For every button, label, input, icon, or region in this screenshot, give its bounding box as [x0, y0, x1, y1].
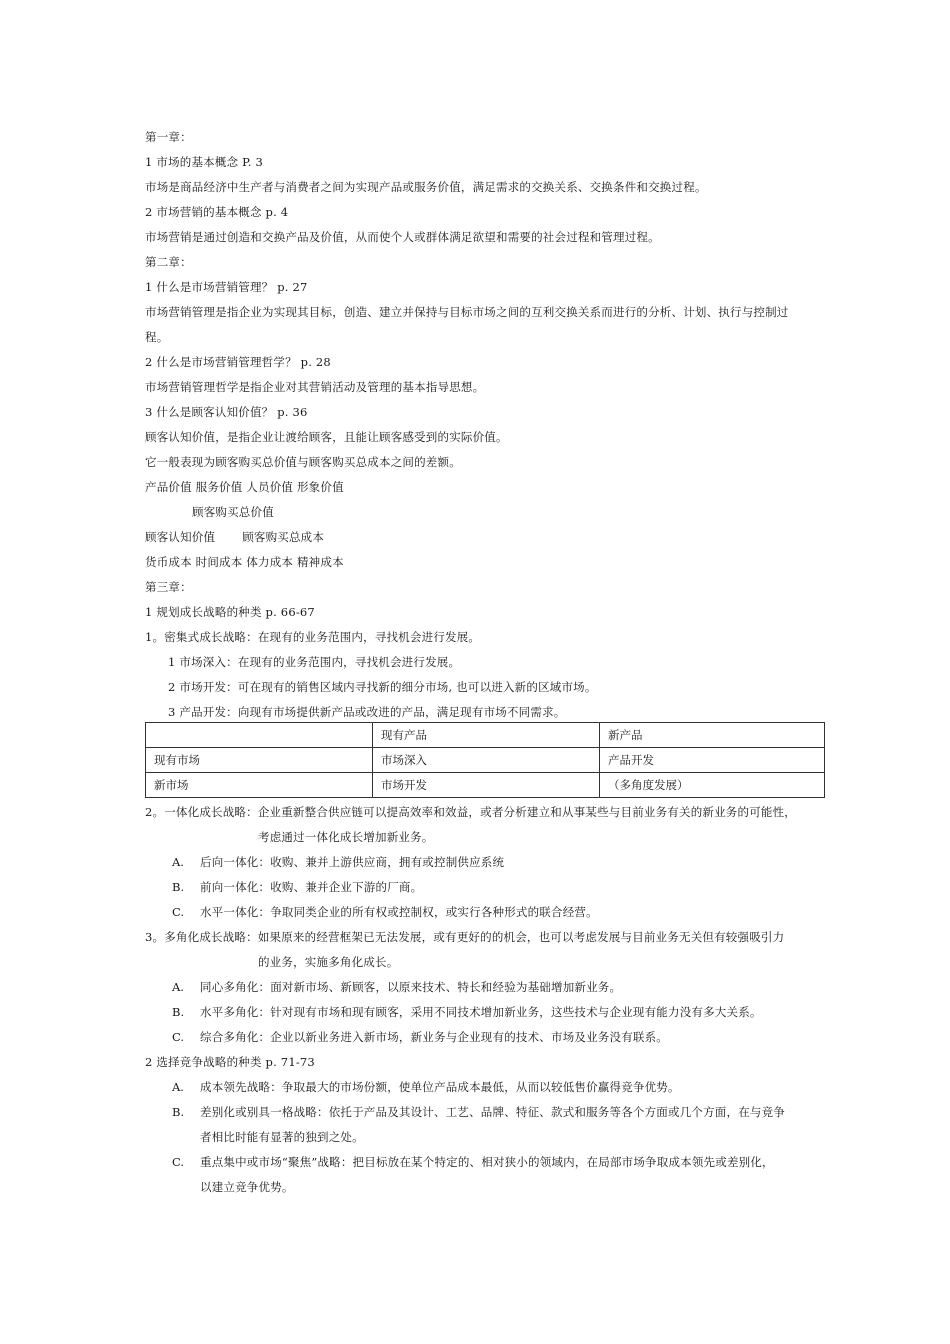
table-cell: 新市场: [146, 773, 373, 798]
list-marker: A.: [172, 855, 184, 869]
table-cell: 市场开发: [373, 773, 600, 798]
item-heading: 1 什么是市场营销管理？ p. 27: [145, 280, 308, 294]
paragraph: 市场是商品经济中生产者与消费者之间为实现产品或服务价值，满足需求的交换关系、交换条件和交换过程。: [145, 180, 707, 194]
item-heading: 1 市场的基本概念 P. 3: [145, 155, 263, 169]
strategy-heading-cont: 的业务，实施多角化成长。: [258, 955, 399, 969]
list-item: 差别化或别具一格战略：依托于产品及其设计、工艺、品牌、特征、款式和服务等各个方面或几个方面，在与竞争: [200, 1105, 785, 1119]
list-item: 综合多角化：企业以新业务进入新市场，新业务与企业现有的技术、市场及业务没有联系。: [200, 1030, 668, 1044]
sub-item: 3 产品开发：向现有市场提供新产品或改进的产品，满足现有市场不同需求。: [168, 705, 566, 719]
paragraph: 市场营销管理是指企业为实现其目标，创造、建立并保持与目标市场之间的互利交换关系而进行的分析、计划、执行与控制过: [145, 305, 789, 319]
strategy-heading: 3。多角化成长战略：如果原来的经营框架已无法发展，或有更好的的机会，也可以考虑发展与目前业务无关但有较强吸引力: [145, 930, 785, 944]
table-row: [146, 773, 825, 798]
product-market-matrix: [145, 722, 825, 798]
list-item: 水平一体化：争取同类企业的所有权或控制权，或实行各种形式的联合经营。: [200, 905, 598, 919]
table-row: [146, 748, 825, 773]
paragraph: 市场营销是通过创造和交换产品及价值，从而使个人或群体满足欲望和需要的社会过程和管理过程。: [145, 230, 660, 244]
list-marker: B.: [172, 1105, 185, 1119]
cost-components: 货币成本 时间成本 体力成本 精神成本: [145, 555, 344, 569]
list-marker: C.: [172, 1030, 185, 1044]
value-components: 产品价值 服务价值 人员价值 形象价值: [145, 480, 344, 494]
sub-item: 1 市场深入：在现有的业务范围内，寻找机会进行发展。: [168, 655, 461, 669]
list-item: 成本领先战略：争取最大的市场份额，使单位产品成本最低，从而以较低售价赢得竞争优势。: [200, 1080, 680, 1094]
table-cell: 新产品: [600, 723, 825, 748]
list-marker: B.: [172, 880, 185, 894]
strategy-heading-cont: 考虑通过一体化成长增加新业务。: [258, 830, 434, 844]
strategy-heading: 2。一体化成长战略：企业重新整合供应链可以提高效率和效益，或者分析建立和从事某些与目前业务有关的新业务的可能性，: [145, 805, 797, 819]
list-item-cont: 以建立竞争优势。: [200, 1180, 294, 1194]
list-marker: B.: [172, 1005, 185, 1019]
list-marker: A.: [172, 980, 184, 994]
table-cell: [146, 723, 373, 748]
table-cell: 产品开发: [600, 748, 825, 773]
paragraph: 顾客认知价值，是指企业让渡给顾客，且能让顾客感受到的实际价值。: [145, 430, 508, 444]
sub-item: 2 市场开发：可在现有的销售区域内寻找新的细分市场, 也可以进入新的区域市场。: [168, 680, 597, 694]
table-cell: （多角度发展）: [600, 773, 825, 798]
table-cell: 现有市场: [146, 748, 373, 773]
total-value-label: 顾客购买总价值: [192, 505, 274, 519]
chapter-2-heading: 第二章：: [145, 255, 192, 269]
perceived-value-line: 顾客认知价值 顾客购买总成本: [145, 530, 325, 544]
chapter-3-heading: 第三章：: [145, 580, 192, 594]
list-item: 前向一体化：收购、兼并企业下游的厂商。: [200, 880, 423, 894]
item-heading: 3 什么是顾客认知价值？ p. 36: [145, 405, 308, 419]
list-marker: C.: [172, 905, 185, 919]
paragraph-cont: 程。: [145, 330, 169, 344]
table-cell: 现有产品: [373, 723, 600, 748]
strategy-heading: 1。密集式成长战略：在现有的业务范围内，寻找机会进行发展。: [145, 630, 481, 644]
list-item: 后向一体化：收购、兼并上游供应商，拥有或控制供应系统: [200, 855, 505, 869]
item-heading: 2 什么是市场营销管理哲学？ p. 28: [145, 355, 331, 369]
table-cell: 市场深入: [373, 748, 600, 773]
item-heading: 1 规划成长战略的种类 p. 66-67: [145, 605, 315, 619]
paragraph: 它一般表现为顾客购买总价值与顾客购买总成本之间的差额。: [145, 455, 461, 469]
paragraph: 市场营销管理哲学是指企业对其营销活动及管理的基本指导思想。: [145, 380, 485, 394]
list-marker: A.: [172, 1080, 184, 1094]
table-row: [146, 723, 825, 748]
item-heading: 2 选择竞争战略的种类 p. 71-73: [145, 1055, 315, 1069]
list-item-cont: 者相比时能有显著的独到之处。: [200, 1130, 364, 1144]
item-heading: 2 市场营销的基本概念 p. 4: [145, 205, 289, 219]
list-item: 重点集中或市场“聚焦”战略：把目标放在某个特定的、相对狭小的领域内，在局部市场争取成本领先或差别化，: [200, 1155, 774, 1169]
list-item: 水平多角化：针对现有市场和现有顾客，采用不同技术增加新业务，这些技术与企业现有能力没有多大关系。: [200, 1005, 762, 1019]
list-marker: C.: [172, 1155, 185, 1169]
list-item: 同心多角化：面对新市场、新顾客，以原来技术、特长和经验为基础增加新业务。: [200, 980, 622, 994]
chapter-1-heading: 第一章：: [145, 130, 192, 144]
